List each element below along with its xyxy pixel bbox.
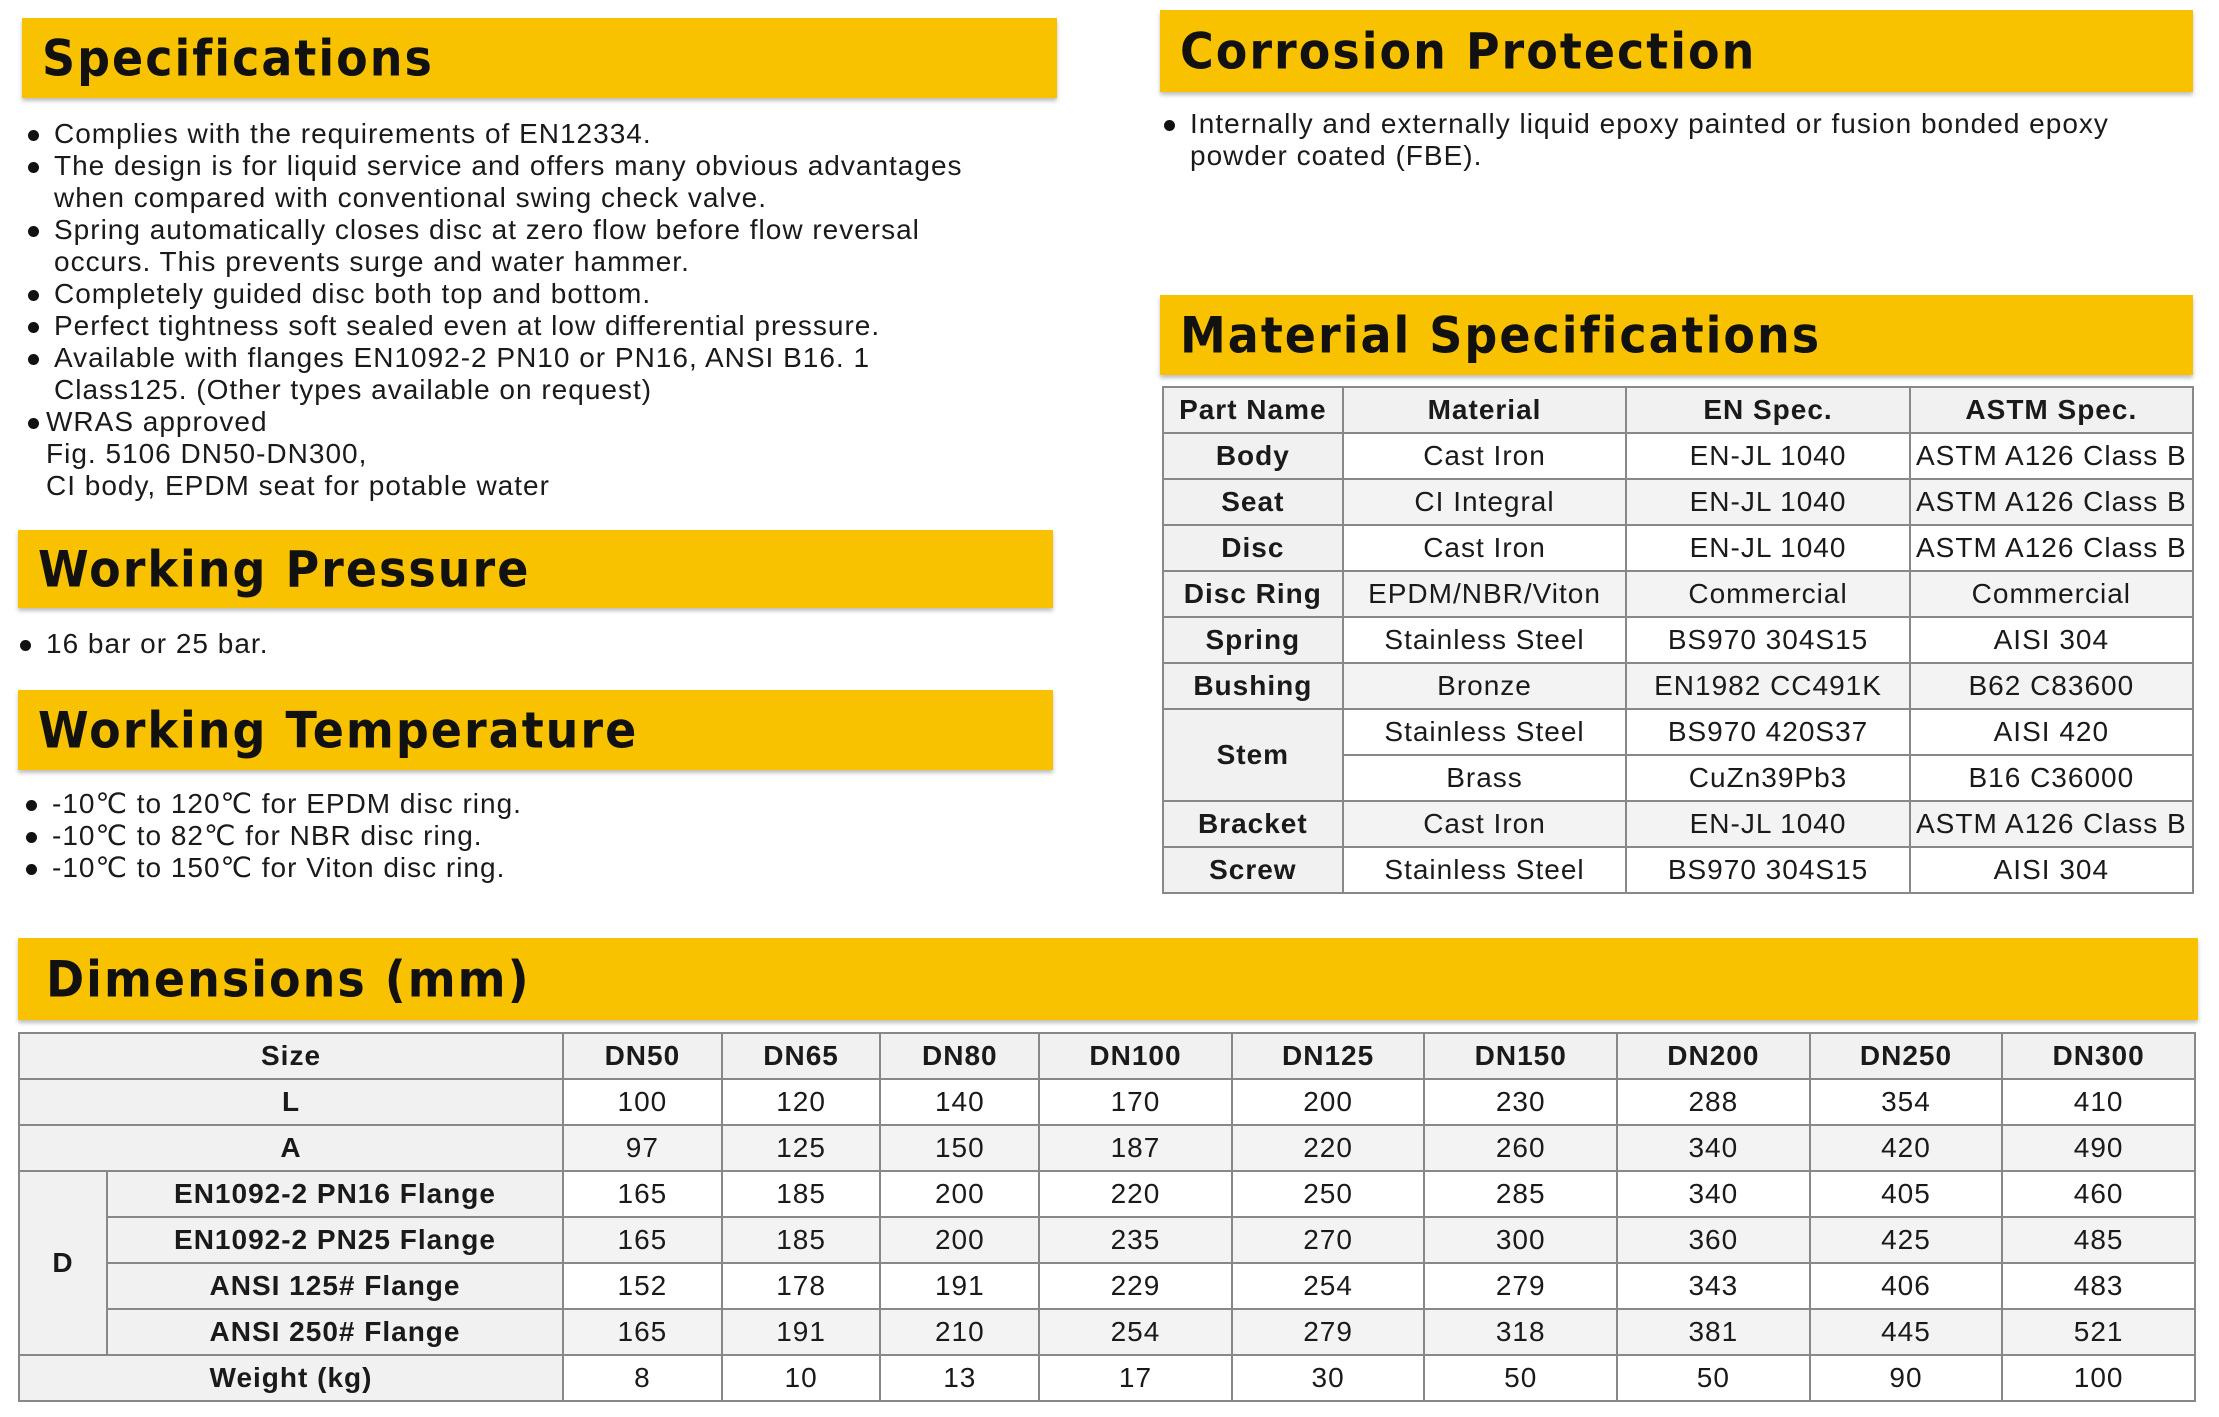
value-cell: 490: [2002, 1125, 2195, 1171]
group-label: D: [19, 1171, 107, 1355]
part-name: Seat: [1163, 479, 1343, 525]
working-pressure-list: [16, 628, 1016, 660]
material-cell: Cast Iron: [1343, 433, 1627, 479]
value-cell: 210: [880, 1309, 1039, 1355]
value-cell: 220: [1232, 1125, 1425, 1171]
value-cell: 406: [1810, 1263, 2003, 1309]
value-cell: 191: [880, 1263, 1039, 1309]
row-label: ANSI 250# Flange: [107, 1309, 563, 1355]
value-cell: 178: [722, 1263, 881, 1309]
value-cell: 150: [880, 1125, 1039, 1171]
spec-item: Spring automatically closes disc at zero flow before flow reversal occurs. This prevents surge and water hammer.: [24, 214, 1074, 278]
part-name: Stem: [1163, 709, 1343, 801]
part-name: Disc: [1163, 525, 1343, 571]
material-cell: EPDM/NBR/Viton: [1343, 571, 1627, 617]
table-row: [1163, 525, 2193, 571]
value-cell: 152: [563, 1263, 722, 1309]
value-cell: 17: [1039, 1355, 1232, 1401]
corrosion-protection-header: [1160, 10, 2193, 92]
table-row: [19, 1263, 2195, 1309]
value-cell: 360: [1617, 1217, 1810, 1263]
value-cell: 340: [1617, 1171, 1810, 1217]
table-row: [1163, 617, 2193, 663]
astm-spec-cell: ASTM A126 Class B: [1910, 433, 2193, 479]
pressure-item: 16 bar or 25 bar.: [16, 628, 1016, 660]
table-row: [1163, 479, 2193, 525]
astm-spec-cell: AISI 420: [1910, 709, 2193, 755]
value-cell: 425: [1810, 1217, 2003, 1263]
value-cell: 200: [1232, 1079, 1425, 1125]
en-spec-cell: EN-JL 1040: [1626, 525, 1909, 571]
value-cell: 405: [1810, 1171, 2003, 1217]
table-row: [1163, 801, 2193, 847]
spec-item: The design is for liquid service and offers many obvious advantages when compared with conventional swing check valve.: [24, 150, 1074, 214]
material-cell: Brass: [1343, 755, 1627, 801]
value-cell: 13: [880, 1355, 1039, 1401]
value-cell: 279: [1424, 1263, 1617, 1309]
specifications-list: [24, 118, 1074, 502]
working-pressure-title: Working Pressure: [38, 539, 531, 599]
column-header: ASTM Spec.: [1910, 387, 2193, 433]
value-cell: 485: [2002, 1217, 2195, 1263]
value-cell: 8: [563, 1355, 722, 1401]
row-label: EN1092-2 PN16 Flange: [107, 1171, 563, 1217]
table-row: [19, 1309, 2195, 1355]
spec-item: Completely guided disc both top and bottom.: [24, 278, 1074, 310]
value-cell: 410: [2002, 1079, 2195, 1125]
working-temperature-list: [22, 788, 1022, 884]
value-cell: 30: [1232, 1355, 1425, 1401]
working-temperature-header: [18, 690, 1053, 770]
en-spec-cell: BS970 304S15: [1626, 617, 1909, 663]
value-cell: 279: [1232, 1309, 1425, 1355]
value-cell: 191: [722, 1309, 881, 1355]
material-cell: Stainless Steel: [1343, 847, 1627, 893]
material-specifications-table: [1162, 386, 2194, 894]
value-cell: 170: [1039, 1079, 1232, 1125]
size-header: DN200: [1617, 1033, 1810, 1079]
value-cell: 165: [563, 1171, 722, 1217]
spec-item: WRAS approved Fig. 5106 DN50-DN300, CI body, EPDM seat for potable water: [24, 406, 1074, 502]
material-cell: CI Integral: [1343, 479, 1627, 525]
value-cell: 50: [1617, 1355, 1810, 1401]
row-label: EN1092-2 PN25 Flange: [107, 1217, 563, 1263]
temperature-item: -10℃ to 120℃ for EPDM disc ring.: [22, 788, 1022, 820]
table-row: [19, 1355, 2195, 1401]
table-row: [19, 1171, 2195, 1217]
part-name: Spring: [1163, 617, 1343, 663]
en-spec-cell: EN-JL 1040: [1626, 433, 1909, 479]
value-cell: 318: [1424, 1309, 1617, 1355]
value-cell: 270: [1232, 1217, 1425, 1263]
material-specifications-header: [1160, 295, 2193, 375]
en-spec-cell: EN1982 CC491K: [1626, 663, 1909, 709]
row-label: ANSI 125# Flange: [107, 1263, 563, 1309]
value-cell: 220: [1039, 1171, 1232, 1217]
value-cell: 185: [722, 1171, 881, 1217]
en-spec-cell: Commercial: [1626, 571, 1909, 617]
value-cell: 460: [2002, 1171, 2195, 1217]
value-cell: 125: [722, 1125, 881, 1171]
corrosion-protection-list: [1160, 108, 2200, 172]
value-cell: 343: [1617, 1263, 1810, 1309]
en-spec-cell: BS970 420S37: [1626, 709, 1909, 755]
part-name: Disc Ring: [1163, 571, 1343, 617]
temperature-item: -10℃ to 150℃ for Viton disc ring.: [22, 852, 1022, 884]
dimensions-table: [18, 1032, 2196, 1402]
astm-spec-cell: ASTM A126 Class B: [1910, 801, 2193, 847]
astm-spec-cell: B62 C83600: [1910, 663, 2193, 709]
value-cell: 420: [1810, 1125, 2003, 1171]
corrosion-protection-title: Corrosion Protection: [1180, 21, 1757, 81]
spec-item: Perfect tightness soft sealed even at low differential pressure.: [24, 310, 1074, 342]
value-cell: 354: [1810, 1079, 2003, 1125]
value-cell: 200: [880, 1217, 1039, 1263]
material-cell: Cast Iron: [1343, 525, 1627, 571]
dimensions-header: [18, 938, 2198, 1020]
value-cell: 254: [1232, 1263, 1425, 1309]
value-cell: 445: [1810, 1309, 2003, 1355]
value-cell: 300: [1424, 1217, 1617, 1263]
value-cell: 90: [1810, 1355, 2003, 1401]
row-label: L: [19, 1079, 563, 1125]
spec-item: Complies with the requirements of EN12334.: [24, 118, 1074, 150]
value-cell: 100: [2002, 1355, 2195, 1401]
table-row: [1163, 663, 2193, 709]
specifications-header: [22, 18, 1057, 98]
value-cell: 187: [1039, 1125, 1232, 1171]
value-cell: 285: [1424, 1171, 1617, 1217]
working-pressure-header: [18, 530, 1053, 608]
size-header: DN50: [563, 1033, 722, 1079]
size-header: DN300: [2002, 1033, 2195, 1079]
astm-spec-cell: ASTM A126 Class B: [1910, 525, 2193, 571]
size-header: DN150: [1424, 1033, 1617, 1079]
size-header: DN65: [722, 1033, 881, 1079]
material-cell: Stainless Steel: [1343, 709, 1627, 755]
en-spec-cell: EN-JL 1040: [1626, 801, 1909, 847]
table-row: [1163, 571, 2193, 617]
column-header: Material: [1343, 387, 1627, 433]
table-row: [19, 1217, 2195, 1263]
value-cell: 165: [563, 1217, 722, 1263]
value-cell: 165: [563, 1309, 722, 1355]
value-cell: 260: [1424, 1125, 1617, 1171]
value-cell: 140: [880, 1079, 1039, 1125]
value-cell: 120: [722, 1079, 881, 1125]
value-cell: 521: [2002, 1309, 2195, 1355]
spec-item: Available with flanges EN1092-2 PN10 or PN16, ANSI B16. 1 Class125. (Other types available on request): [24, 342, 1074, 406]
astm-spec-cell: B16 C36000: [1910, 755, 2193, 801]
part-name: Bracket: [1163, 801, 1343, 847]
size-header: DN250: [1810, 1033, 2003, 1079]
size-header: DN80: [880, 1033, 1039, 1079]
temperature-item: -10℃ to 82℃ for NBR disc ring.: [22, 820, 1022, 852]
value-cell: 185: [722, 1217, 881, 1263]
row-label: Weight (kg): [19, 1355, 563, 1401]
value-cell: 50: [1424, 1355, 1617, 1401]
material-cell: Bronze: [1343, 663, 1627, 709]
value-cell: 288: [1617, 1079, 1810, 1125]
material-cell: Stainless Steel: [1343, 617, 1627, 663]
en-spec-cell: EN-JL 1040: [1626, 479, 1909, 525]
value-cell: 483: [2002, 1263, 2195, 1309]
astm-spec-cell: AISI 304: [1910, 617, 2193, 663]
value-cell: 340: [1617, 1125, 1810, 1171]
specifications-title: Specifications: [42, 28, 434, 88]
material-specifications-title: Material Specifications: [1180, 305, 1822, 365]
part-name: Bushing: [1163, 663, 1343, 709]
table-row: [1163, 709, 2193, 755]
size-header: DN100: [1039, 1033, 1232, 1079]
row-label: A: [19, 1125, 563, 1171]
value-cell: 235: [1039, 1217, 1232, 1263]
value-cell: 254: [1039, 1309, 1232, 1355]
value-cell: 229: [1039, 1263, 1232, 1309]
value-cell: 200: [880, 1171, 1039, 1217]
value-cell: 381: [1617, 1309, 1810, 1355]
en-spec-cell: CuZn39Pb3: [1626, 755, 1909, 801]
working-temperature-title: Working Temperature: [38, 700, 639, 760]
column-header: EN Spec.: [1626, 387, 1909, 433]
value-cell: 100: [563, 1079, 722, 1125]
part-name: Body: [1163, 433, 1343, 479]
value-cell: 97: [563, 1125, 722, 1171]
value-cell: 250: [1232, 1171, 1425, 1217]
size-label: Size: [19, 1033, 563, 1079]
corrosion-item: Internally and externally liquid epoxy painted or fusion bonded epoxy powder coated (FBE).: [1160, 108, 2200, 172]
en-spec-cell: BS970 304S15: [1626, 847, 1909, 893]
table-row: [19, 1125, 2195, 1171]
value-cell: 10: [722, 1355, 881, 1401]
value-cell: 230: [1424, 1079, 1617, 1125]
table-row: [19, 1079, 2195, 1125]
part-name: Screw: [1163, 847, 1343, 893]
size-header: DN125: [1232, 1033, 1425, 1079]
astm-spec-cell: Commercial: [1910, 571, 2193, 617]
table-row: [1163, 433, 2193, 479]
dimensions-title: Dimensions (mm): [46, 949, 531, 1009]
table-row: [1163, 847, 2193, 893]
material-cell: Cast Iron: [1343, 801, 1627, 847]
table-header-row: [19, 1033, 2195, 1079]
astm-spec-cell: AISI 304: [1910, 847, 2193, 893]
table-header-row: [1163, 387, 2193, 433]
astm-spec-cell: ASTM A126 Class B: [1910, 479, 2193, 525]
column-header: Part Name: [1163, 387, 1343, 433]
